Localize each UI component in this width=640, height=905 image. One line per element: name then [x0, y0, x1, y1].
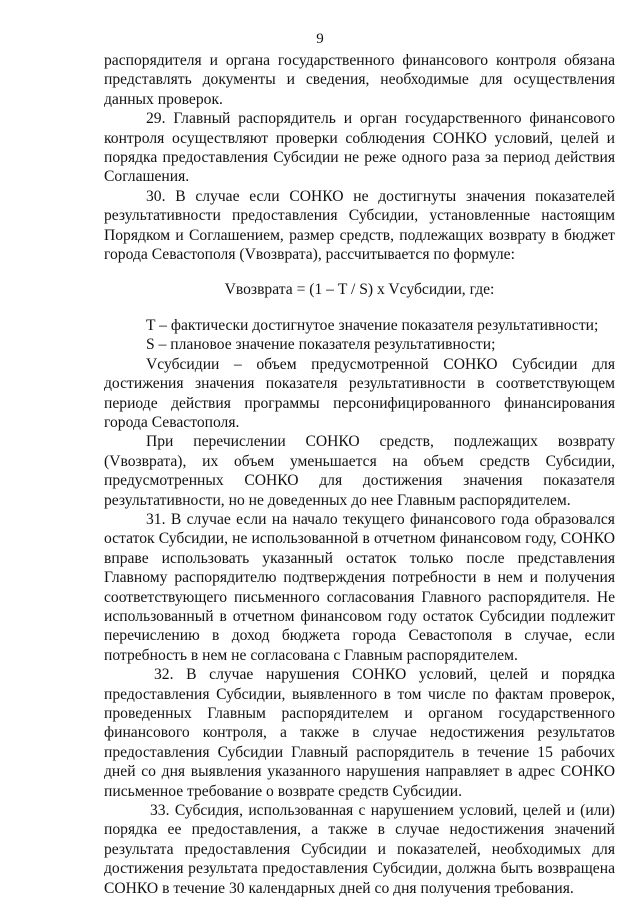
- paragraph-32: 32. В случае нарушения СОНКО условий, целей и порядка предоставления Субсидии, выявленного в том числе по фактам проверок, проведенных Главным распорядителем и органом государственного финансового контроля, а также в случае недостижения результатов предоставления Субсидии Главный распорядитель в течение 15 рабочих дней со дня выявления указанного нарушения направляет в адрес СОНКО письменное требование о возврате средств Субсидии.: [104, 666, 615, 800]
- paragraph-31: 31. В случае если на начало текущего финансового года образовался остаток Субсидии, не использованной в отчетном финансовом году, СОНКО вправе использовать указанный остаток только после представления Главному распорядителю подтверждения потребности в нем и получения соответствующего письменного согласования Главного распорядителя. Не использованный в отчетном финансовом году остаток Субсидии подлежит перечислению в доход бюджета города Севастополя в случае, если потребность в нем не согласована с Главным распорядителем.: [104, 510, 615, 664]
- paragraph-continuation: распорядителя и органа государственного финансового контроля обязана представлять документы и сведения, необходимые для осуществления данных проверок.: [104, 52, 615, 108]
- paragraph-29: 29. Главный распорядитель и орган государственного финансового контроля осуществляют проверки соблюдения СОНКО условий, целей и порядка предоставления Субсидии не реже одного раза за период действия Соглашения.: [104, 110, 615, 186]
- formula: Vвозврата = (1 – T / S) x Vсубсидии, где:: [224, 281, 495, 299]
- definition-s: S – плановое значение показателя результативности;: [146, 336, 496, 354]
- paragraph-33: 33. Субсидия, использованная с нарушением условий, целей и (или) порядка ее предоставления, а также в случае недостижения значений результата предоставления Субсидии и показателей, необходимых для достижения результата предоставления Субсидии, должна быть возвращена СОНКО в течение 30 календарных дней со дня получения требования.: [104, 802, 615, 897]
- document-body: [104, 51, 615, 898]
- paragraph-30: 30. В случае если СОНКО не достигнуты значения показателей результативности предоставления Субсидии, установленные настоящим Порядком и Соглашением, размер средств, подлежащих возврату в бюджет города Севастополя (Vвозврата), рассчитывается по формуле:: [104, 187, 615, 264]
- definition-t: T – фактически достигнутое значение показателя результативности;: [146, 316, 599, 334]
- page-number: 9: [316, 31, 324, 47]
- paragraph-transfer: При перечислении СОНКО средств, подлежащих возврату (Vвозврата), их объем уменьшается на объем средств Субсидии, предусмотренных СОНКО для достижения значения показателя результативности, но не доведенных до нее Главным распорядителем.: [104, 433, 615, 509]
- definition-v: Vсубсидии – объем предусмотренной СОНКО Субсидии для достижения значения показателя результативности в соответствующем периоде действия программы персонифицированного финансирования города Севастополя.: [104, 355, 615, 431]
